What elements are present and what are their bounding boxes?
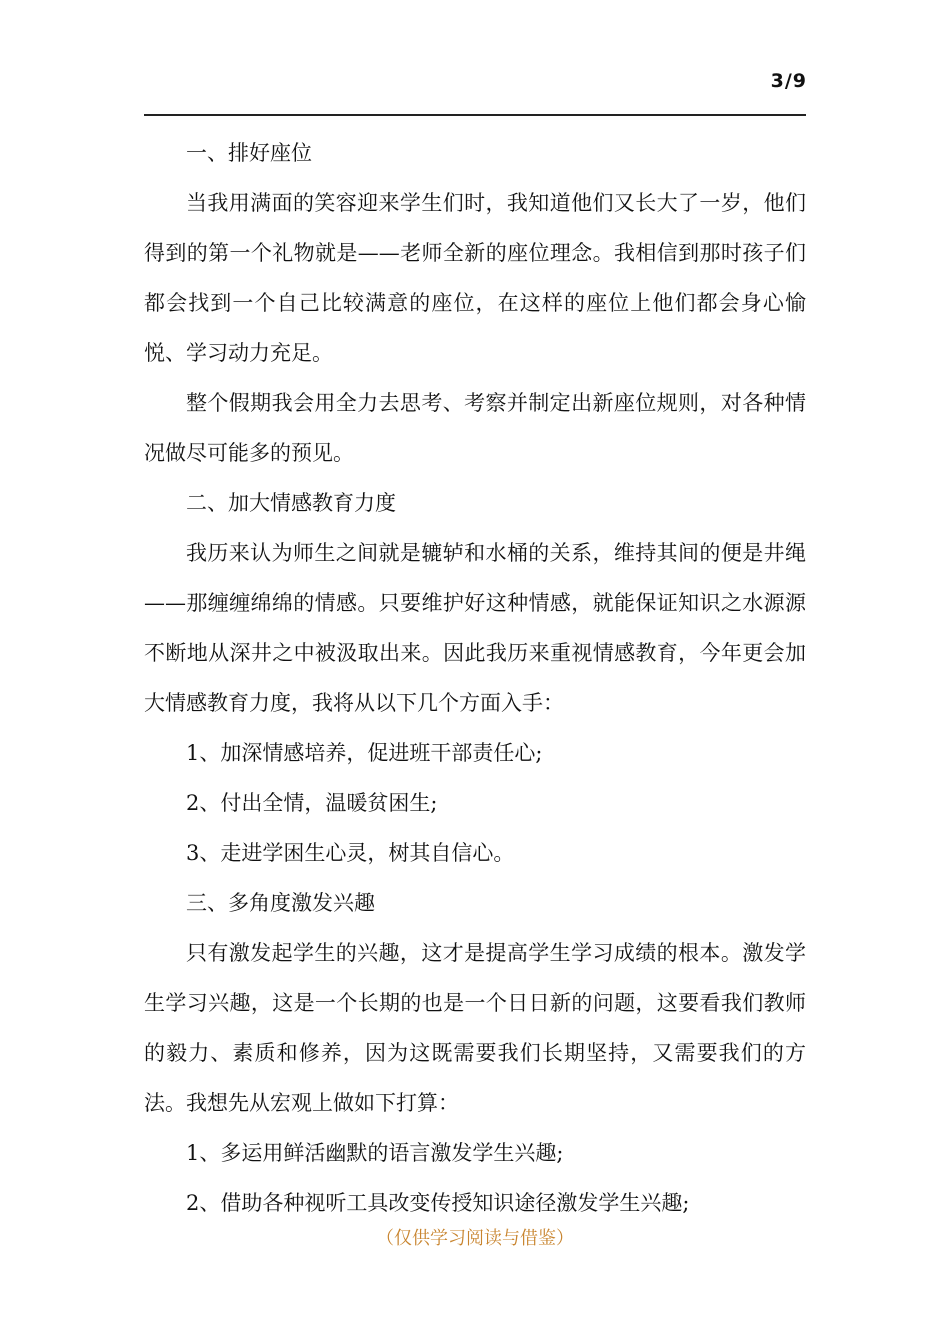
list-item: 2、借助各种视听工具改变传授知识途径激发学生兴趣; (186, 1191, 690, 1215)
section-heading-3: 三、多角度激发兴趣 (186, 891, 375, 915)
document-body (144, 128, 806, 1228)
paragraph: 我历来认为师生之间就是辘轳和水桶的关系，维持其间的便是井绳——那缠缠绵绵的情感。只要维护好这种情感，就能保证知识之水源源不断地从深井之中被汲取出来。因此我历来重视情感教育，今年更会加大情感教育力度，我将从以下几个方面入手： (144, 541, 806, 715)
list-item: 1、多运用鲜活幽默的语言激发学生兴趣; (186, 1141, 564, 1165)
paragraph: 整个假期我会用全力去思考、考察并制定出新座位规则，对各种情况做尽可能多的预见。 (144, 391, 806, 465)
footer-note: （仅供学习阅读与借鉴） (376, 1228, 574, 1249)
section-heading-2: 二、加大情感教育力度 (186, 491, 396, 515)
page-number: 3/9 (770, 70, 807, 92)
list-item: 3、走进学困生心灵，树其自信心。 (186, 841, 515, 865)
header-divider (144, 114, 806, 116)
paragraph: 只有激发起学生的兴趣，这才是提高学生学习成绩的根本。激发学生学习兴趣，这是一个长期的也是一个日日新的问题，这要看我们教师的毅力、素质和修养，因为这既需要我们长期坚持，又需要我们的方法。我想先从宏观上做如下打算： (144, 941, 806, 1115)
section-heading-1: 一、排好座位 (186, 141, 312, 165)
paragraph: 当我用满面的笑容迎来学生们时，我知道他们又长大了一岁，他们得到的第一个礼物就是——老师全新的座位理念。我相信到那时孩子们都会找到一个自己比较满意的座位，在这样的座位上他们都会身心愉悦、学习动力充足。 (144, 191, 806, 365)
list-item: 1、加深情感培养，促进班干部责任心; (186, 741, 543, 765)
list-item: 2、付出全情，温暖贫困生; (186, 791, 438, 815)
